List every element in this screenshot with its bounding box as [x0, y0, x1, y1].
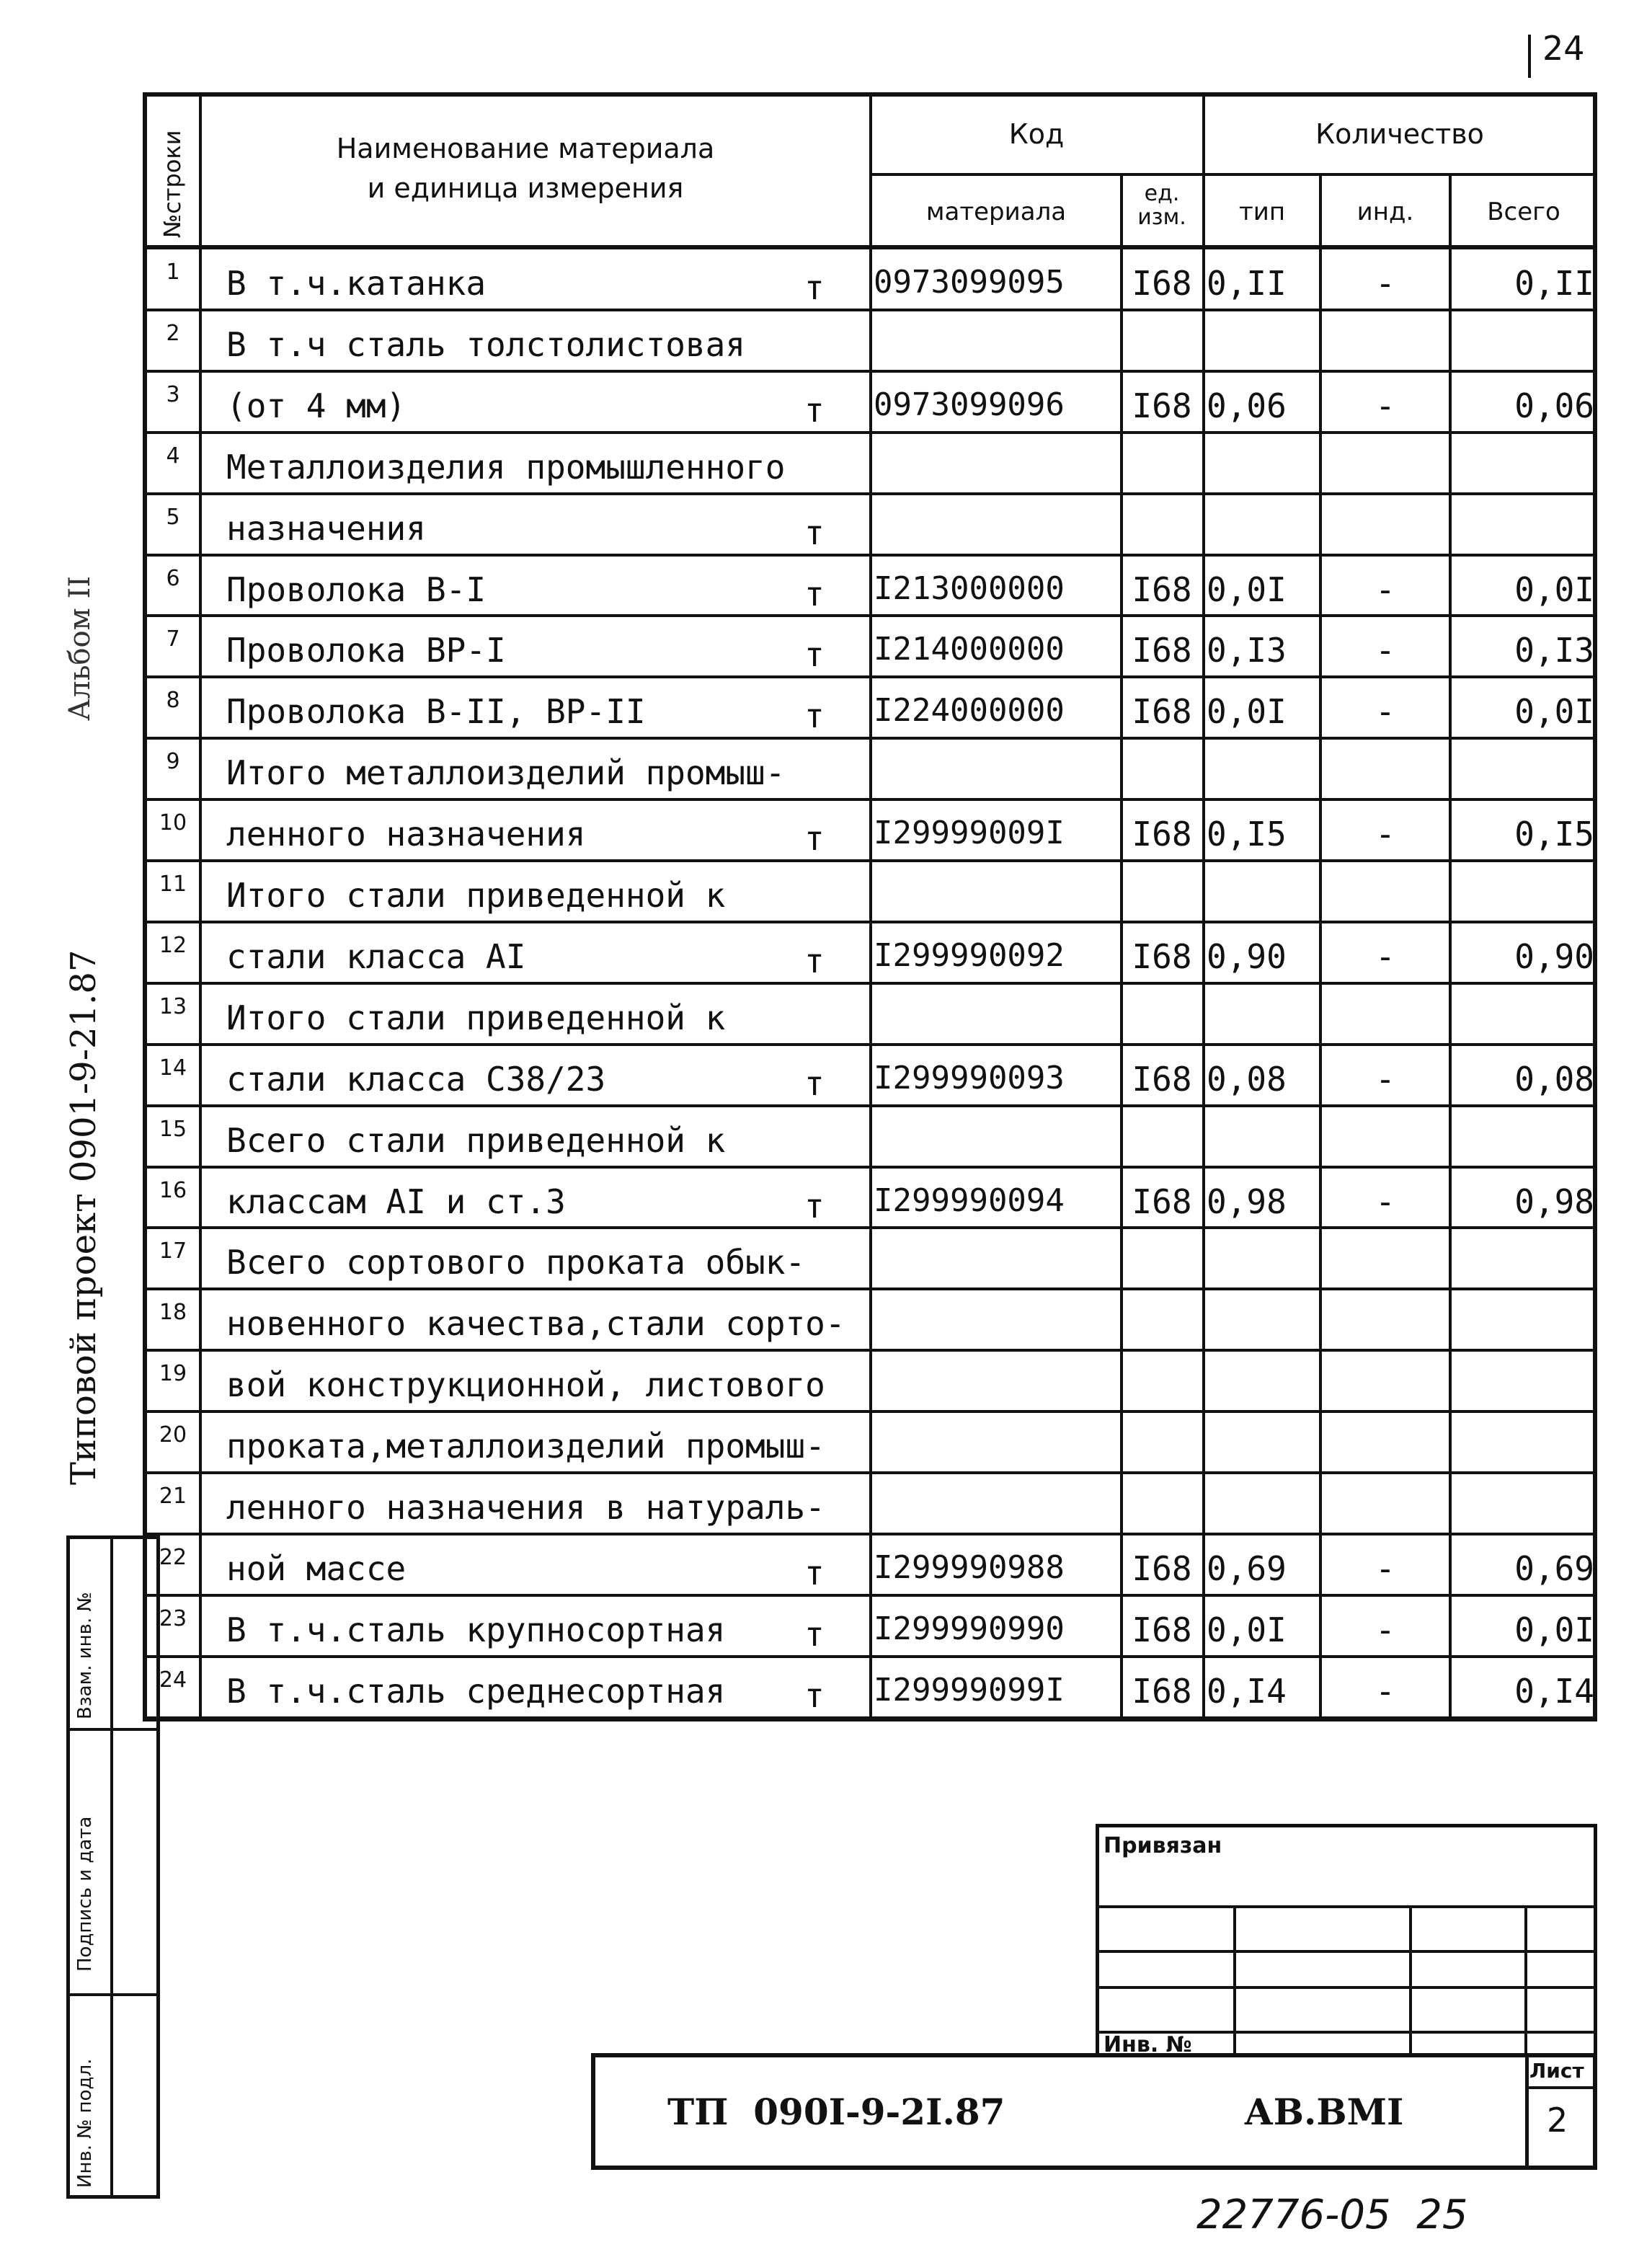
row-number: 4: [166, 443, 180, 469]
cell-qty-total: 0,69: [1514, 1548, 1594, 1588]
stamp-inv-copy: Взам. инв. №: [74, 1592, 96, 1719]
cell-unit: т: [804, 390, 825, 430]
cell-qty-type: 0,0I: [1207, 692, 1287, 732]
page-number-divider: [1528, 35, 1531, 78]
cell-material-name: Итого стали приведенной к: [226, 876, 726, 915]
header-qty-total: Всего: [1487, 198, 1560, 226]
cell-material-name: Всего сортового проката обык-: [226, 1243, 806, 1282]
cell-material-code: I299990988: [874, 1548, 1065, 1586]
cell-qty-total: 0,0I: [1514, 569, 1594, 609]
drawing-mark: АВ.ВМI: [1244, 2091, 1404, 2133]
row-divider: [147, 1288, 1596, 1290]
cell-qty-ind: -: [1375, 936, 1395, 976]
cell-unit: т: [804, 513, 825, 552]
row-number: 10: [159, 810, 187, 836]
row-divider: [147, 1716, 1596, 1719]
cell-material-name: В т.ч.катанка: [226, 264, 487, 303]
cell-qty-ind: -: [1375, 386, 1395, 425]
cell-qty-type: 0,08: [1207, 1059, 1287, 1099]
cell-unit-code: I68: [1132, 692, 1192, 732]
designation: ТП 090I-9-2I.87: [667, 2091, 1005, 2133]
header-qty-ind: инд.: [1356, 198, 1414, 226]
row-divider: [147, 859, 1596, 862]
cell-qty-total: 0,0I: [1514, 692, 1594, 732]
row-divider: [147, 737, 1596, 740]
cell-unit: т: [804, 819, 825, 859]
cell-material-code: I299990094: [874, 1182, 1065, 1219]
row-number: 13: [159, 993, 187, 1019]
cell-unit: т: [804, 941, 825, 980]
row-divider: [147, 370, 1596, 373]
cell-material-name: классам АI и ст.3: [226, 1182, 566, 1221]
cell-qty-total: 0,98: [1514, 1182, 1594, 1221]
col-divider: [1120, 174, 1123, 1719]
cell-material-name: Проволока В-II, ВР-II: [226, 692, 646, 732]
row-divider: [147, 492, 1596, 495]
cell-qty-type: 0,I4: [1207, 1671, 1287, 1711]
cell-material-code: I29999009I: [874, 815, 1065, 852]
linked-box: [1096, 1824, 1597, 2055]
cell-qty-type: 0,06: [1207, 386, 1287, 425]
cell-unit-code: I68: [1132, 264, 1192, 303]
row-divider: [147, 1104, 1596, 1107]
header-qty-type: тип: [1238, 198, 1286, 226]
col-divider: [869, 97, 872, 1719]
cell-qty-ind: -: [1375, 569, 1395, 609]
cell-material-name: В т.ч.сталь среднесортная: [226, 1671, 726, 1711]
cell-material-code: 0973099096: [874, 386, 1065, 423]
cell-qty-ind: -: [1375, 1548, 1395, 1588]
cell-qty-ind: -: [1375, 1671, 1395, 1711]
row-number: 20: [159, 1422, 187, 1448]
header-quantity: Количество: [1315, 118, 1484, 150]
cell-qty-type: 0,69: [1207, 1548, 1287, 1588]
cell-material-name: Проволока В-I: [226, 569, 487, 609]
cell-unit-code: I68: [1132, 815, 1192, 854]
col-divider: [1202, 97, 1205, 1719]
cell-material-name: новенного качества,стали сорто-: [226, 1304, 845, 1344]
designation-box: [591, 2053, 1597, 2170]
row-number: 22: [159, 1544, 187, 1570]
cell-material-name: стали класса АI: [226, 936, 526, 976]
cell-unit: т: [804, 696, 825, 736]
header-code-material: материала: [925, 198, 1067, 226]
cell-qty-total: 0,II: [1514, 264, 1594, 303]
cell-qty-ind: -: [1375, 692, 1395, 732]
cell-material-code: I299990990: [874, 1610, 1065, 1647]
cell-qty-type: 0,90: [1207, 936, 1287, 976]
row-divider: [147, 614, 1596, 617]
row-number: 12: [159, 932, 187, 958]
col-divider: [1449, 174, 1452, 1719]
sheet-label: Лист: [1529, 2059, 1584, 2083]
row-divider: [147, 554, 1596, 557]
cell-material-code: I224000000: [874, 692, 1065, 730]
cell-material-code: I213000000: [874, 569, 1065, 607]
cell-qty-total: 0,0I: [1514, 1610, 1594, 1649]
cell-unit-code: I68: [1132, 569, 1192, 609]
cell-qty-ind: -: [1375, 1182, 1395, 1221]
cell-qty-ind: -: [1375, 631, 1395, 670]
row-divider: [147, 1655, 1596, 1658]
cell-material-name: Проволока ВР-I: [226, 631, 506, 670]
row-number: 7: [166, 626, 180, 652]
sheet-value: 2: [1547, 2101, 1568, 2140]
cell-qty-ind: -: [1375, 264, 1395, 303]
cell-qty-total: 0,I4: [1514, 1671, 1594, 1711]
cell-material-name: Всего стали приведенной к: [226, 1120, 726, 1160]
header-divider: [869, 173, 1596, 176]
row-number: 14: [159, 1055, 187, 1081]
cell-unit: т: [804, 1675, 825, 1715]
cell-qty-type: 0,II: [1207, 264, 1287, 303]
row-divider: [147, 1226, 1596, 1229]
cell-unit: т: [804, 574, 825, 613]
cell-material-code: I214000000: [874, 631, 1065, 668]
row-divider: [147, 1533, 1596, 1535]
cell-material-name: ной массе: [226, 1548, 407, 1588]
row-divider: [147, 921, 1596, 923]
cell-unit-code: I68: [1132, 1610, 1192, 1649]
row-number: 23: [159, 1605, 187, 1631]
row-divider: [147, 1410, 1596, 1413]
cell-unit-code: I68: [1132, 386, 1192, 425]
cell-unit: т: [804, 1063, 825, 1103]
cell-unit-code: I68: [1132, 1548, 1192, 1588]
cell-qty-type: 0,I5: [1207, 815, 1287, 854]
col-divider: [199, 97, 202, 1719]
inv-no-label: Инв. №: [1103, 2032, 1192, 2057]
cell-qty-ind: -: [1375, 815, 1395, 854]
cell-material-code: I299990092: [874, 936, 1065, 974]
row-number: 5: [166, 504, 180, 530]
row-divider: [147, 431, 1596, 434]
cell-material-name: Итого стали приведенной к: [226, 998, 726, 1037]
row-divider: [147, 1471, 1596, 1474]
cell-unit-code: I68: [1132, 631, 1192, 670]
cell-qty-total: 0,I3: [1514, 631, 1594, 670]
header-row-no: №строки: [159, 130, 186, 238]
row-number: 18: [159, 1300, 187, 1326]
side-album: Альбом II: [63, 575, 97, 721]
cell-unit-code: I68: [1132, 1182, 1192, 1221]
side-project: Типовой проект 0901-9-21.87: [63, 949, 104, 1485]
row-number: 19: [159, 1361, 187, 1387]
row-number: 2: [166, 320, 180, 346]
cell-material-name: Металлоизделия промышленного: [226, 447, 786, 487]
cell-material-name: ленного назначения: [226, 815, 586, 854]
cell-unit: т: [804, 1614, 825, 1654]
header-bottom: [147, 245, 1596, 249]
header-code-unit: ед. изм.: [1137, 181, 1186, 230]
cell-qty-type: 0,0I: [1207, 1610, 1287, 1649]
row-number: 11: [159, 872, 187, 897]
cell-unit: т: [804, 1186, 825, 1226]
cell-unit-code: I68: [1132, 1059, 1192, 1099]
header-name-line2: и единица измерения: [367, 172, 684, 204]
row-divider: [147, 1349, 1596, 1352]
linked-label: Привязан: [1103, 1833, 1222, 1858]
row-divider: [147, 1594, 1596, 1597]
cell-unit-code: I68: [1132, 936, 1192, 976]
cell-unit-code: I68: [1132, 1671, 1192, 1711]
footer-code: 22776-05 25: [1196, 2191, 1468, 2238]
row-divider: [147, 309, 1596, 311]
cell-material-code: I299990093: [874, 1059, 1065, 1096]
cell-material-name: В т.ч сталь толстолистовая: [226, 324, 746, 364]
row-number: 3: [166, 381, 180, 407]
cell-unit: т: [804, 268, 825, 307]
cell-material-name: (от 4 мм): [226, 386, 407, 425]
cell-material-name: ленного назначения в натураль-: [226, 1488, 825, 1527]
cell-material-name: назначения: [226, 508, 426, 548]
stamp-inv-orig: Инв. № подл.: [74, 2058, 96, 2188]
header-code: Код: [1008, 118, 1065, 150]
page-number: 24: [1542, 29, 1585, 68]
header-name-line1: Наименование материала: [336, 133, 715, 164]
cell-unit: т: [804, 1553, 825, 1592]
cell-qty-type: 0,98: [1207, 1182, 1287, 1221]
row-number: 16: [159, 1177, 187, 1203]
cell-material-name: В т.ч.сталь крупносортная: [226, 1610, 726, 1649]
cell-qty-type: 0,I3: [1207, 631, 1287, 670]
row-divider: [147, 675, 1596, 678]
cell-material-name: стали класса С38/23: [226, 1059, 606, 1099]
cell-material-code: I29999099I: [874, 1671, 1065, 1708]
cell-material-code: 0973099095: [874, 264, 1065, 301]
cell-qty-total: 0,08: [1514, 1059, 1594, 1099]
col-divider: [1319, 174, 1322, 1719]
cell-qty-ind: -: [1375, 1059, 1395, 1099]
row-divider: [147, 798, 1596, 801]
cell-qty-ind: -: [1375, 1610, 1395, 1649]
row-number: 9: [166, 749, 180, 775]
specification-table: [143, 92, 1597, 1721]
cell-qty-total: 0,I5: [1514, 815, 1594, 854]
title-block: [591, 1824, 1597, 2170]
row-divider: [147, 982, 1596, 985]
row-number: 15: [159, 1116, 187, 1142]
row-divider: [147, 1166, 1596, 1169]
cell-qty-type: 0,0I: [1207, 569, 1287, 609]
stamp-sign-date: Подпись и дата: [74, 1816, 96, 1972]
row-number: 21: [159, 1484, 187, 1509]
row-number: 6: [166, 565, 180, 591]
cell-qty-total: 0,06: [1514, 386, 1594, 425]
cell-material-name: Итого металлоизделий промыш-: [226, 753, 786, 793]
cell-material-name: проката,металлоизделий промыш-: [226, 1427, 825, 1466]
row-divider: [147, 1043, 1596, 1046]
row-number: 17: [159, 1238, 187, 1264]
row-number: 8: [166, 688, 180, 714]
cell-material-name: вой конструкционной, листового: [226, 1365, 825, 1405]
row-number: 24: [159, 1667, 187, 1693]
row-number: 1: [166, 260, 180, 285]
cell-unit: т: [804, 635, 825, 675]
cell-qty-total: 0,90: [1514, 936, 1594, 976]
